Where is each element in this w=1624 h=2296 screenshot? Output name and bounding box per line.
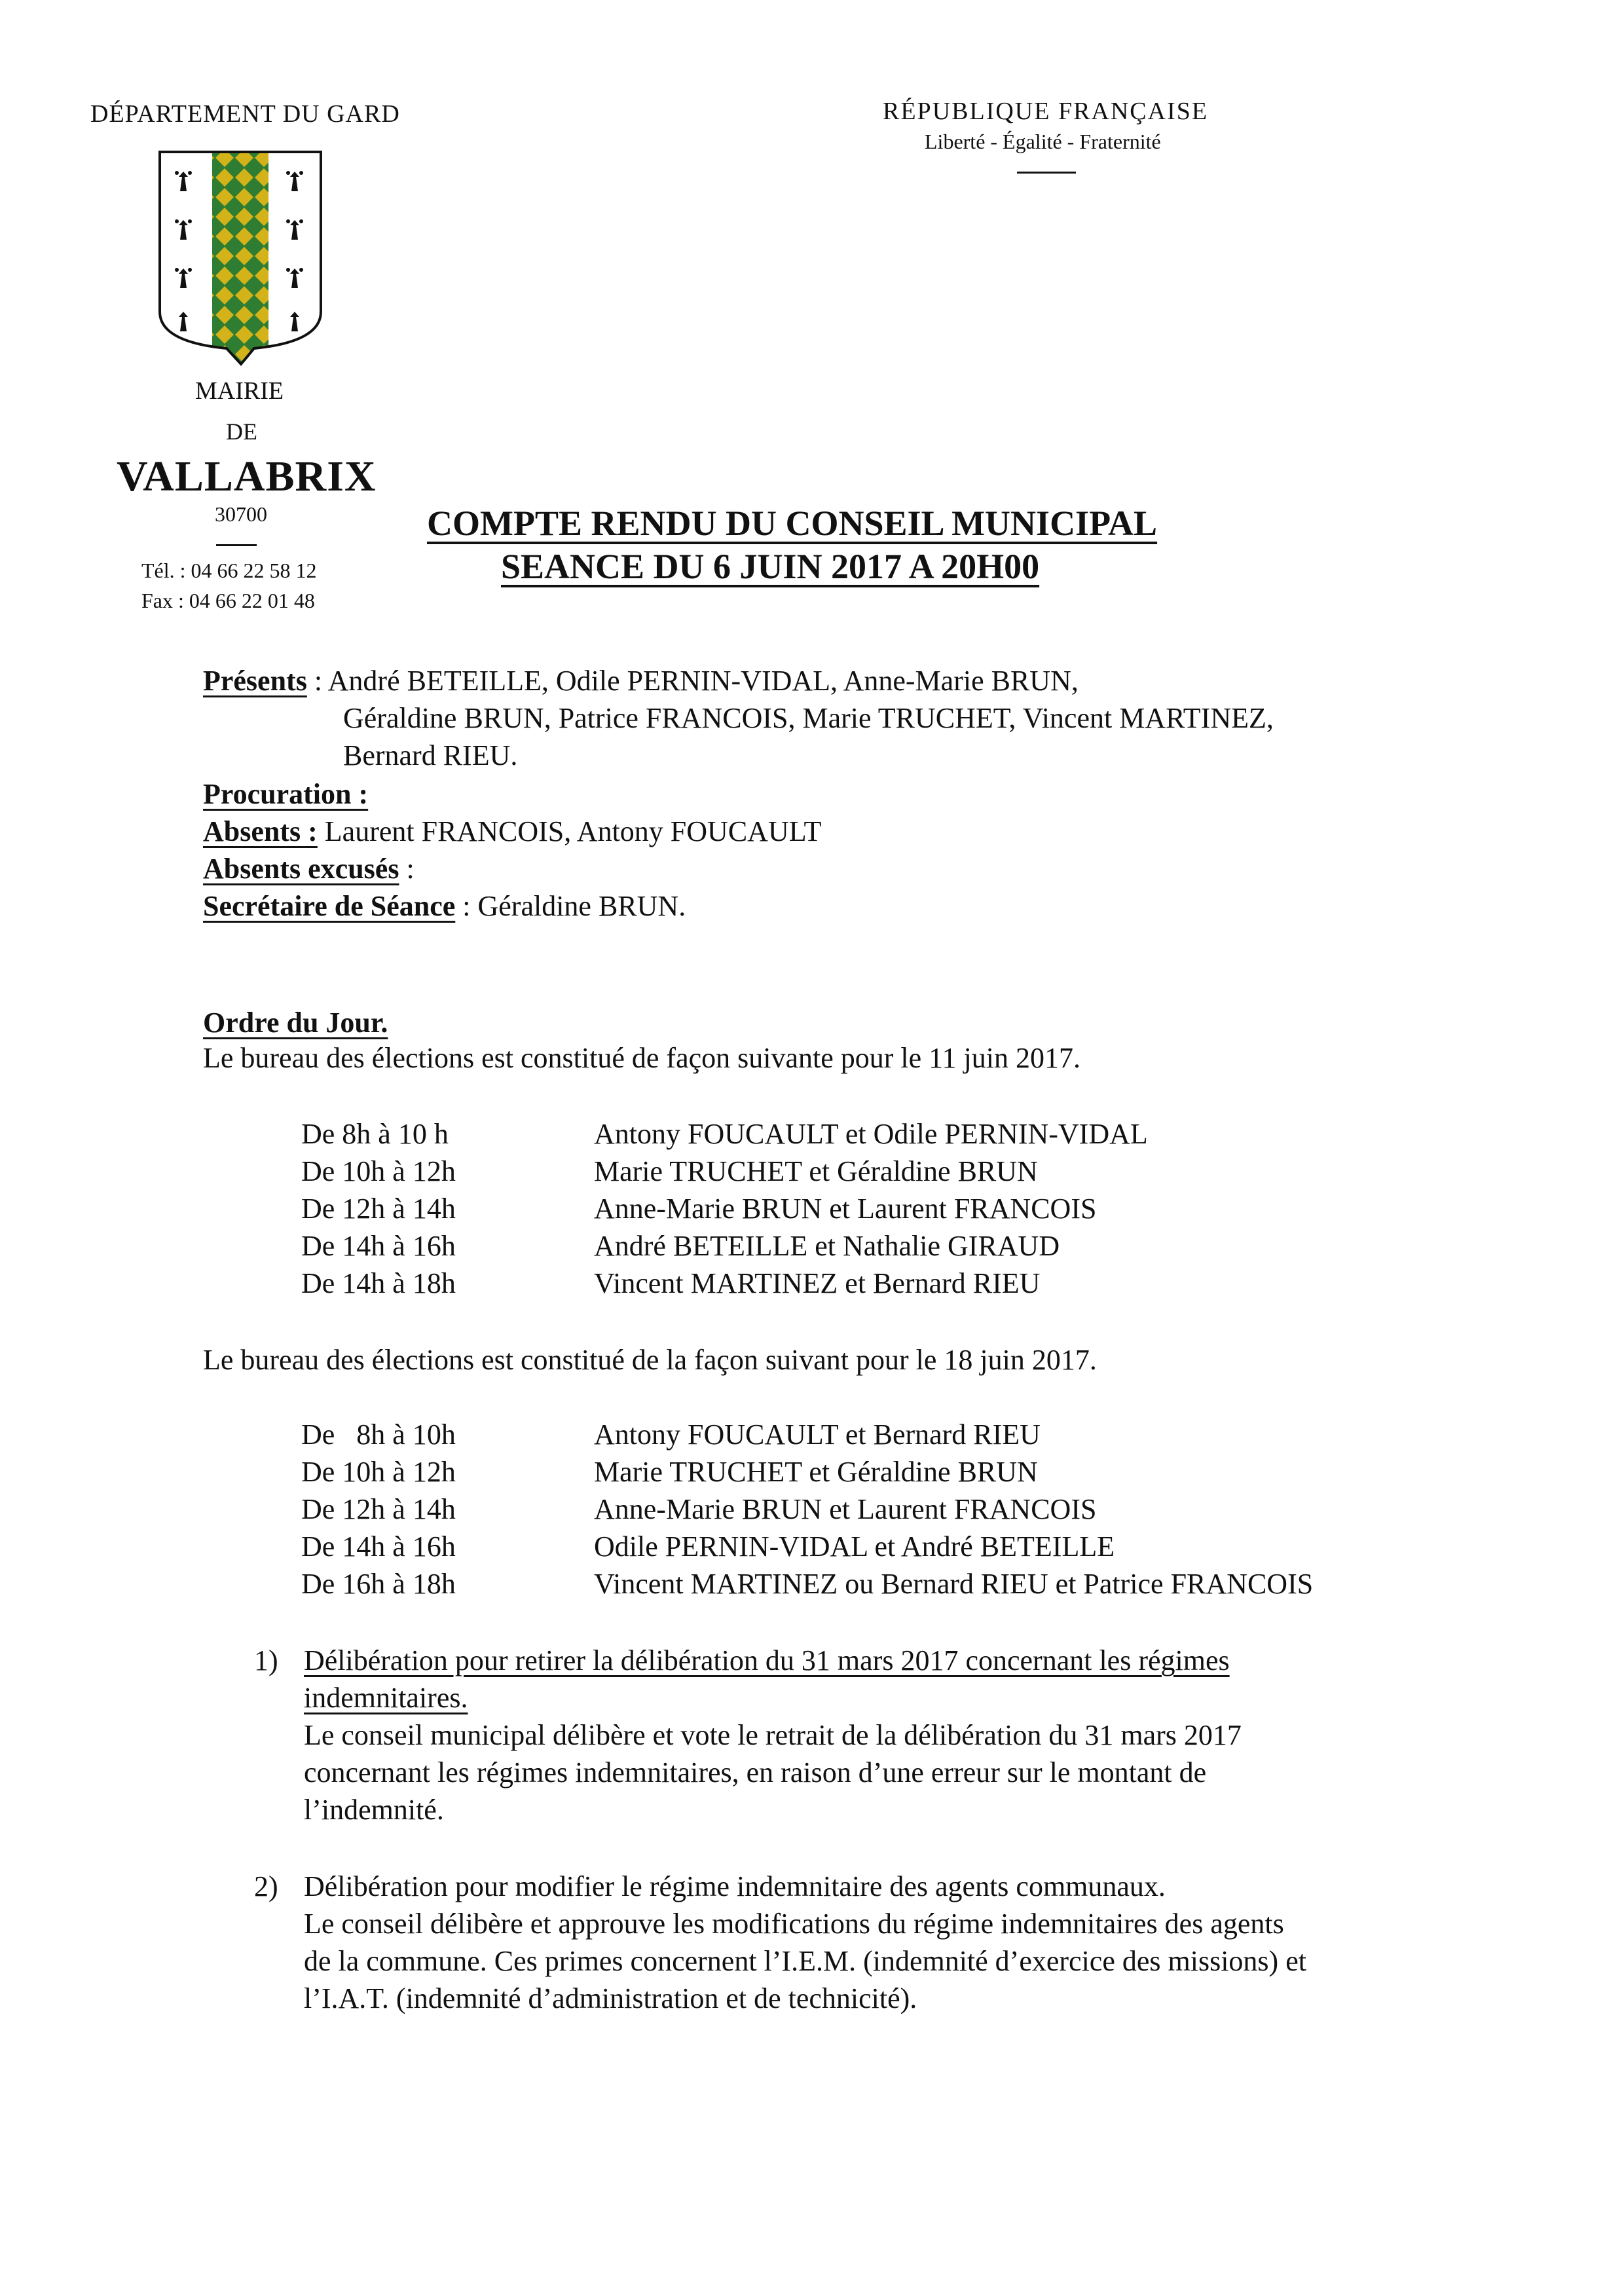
phone-number: Tél. : 04 66 22 58 12 [141, 559, 317, 582]
item-body: Le conseil municipal délibère et vote le retrait de la délibération du 31 mars 2017 [304, 1719, 1242, 1751]
item-body: de la commune. Ces primes concernent l’I.E.M. (indemnité d’exercice des missions) et [304, 1945, 1306, 1977]
absent-names: Laurent FRANCOIS, Antony FOUCAULT [317, 815, 822, 847]
excused-names: : [399, 853, 415, 885]
assignees: Odile PERNIN-VIDAL et André BETEILLE [594, 1530, 1115, 1563]
assignees: Marie TRUCHET et Géraldine BRUN [594, 1456, 1038, 1488]
de-label: DE [226, 418, 257, 445]
present-line [203, 664, 1079, 697]
item-body: l’indemnité. [304, 1794, 444, 1826]
republic-motto: Liberté - Égalité - Fraternité [925, 130, 1161, 153]
department-name: DÉPARTEMENT DU GARD [90, 100, 400, 128]
mairie-label: MAIRIE [195, 377, 284, 405]
town-name: VALLABRIX [117, 453, 377, 500]
item-title: Délibération pour modifier le régime indemnitaire des agents communaux. [304, 1870, 1166, 1902]
present-label: Présents [203, 665, 307, 697]
present-names-cont: Bernard RIEU. [343, 739, 518, 771]
present-names: : André BETEILLE, Odile PERNIN-VIDAL, Anne-Marie BRUN, [306, 665, 1079, 697]
secretary-line [203, 889, 686, 923]
divider [1017, 172, 1076, 174]
item-title: Délibération pour retirer la délibération du 31 mars 2017 concernant les régimes [304, 1644, 1230, 1676]
divider [216, 544, 257, 546]
assignees: Vincent MARTINEZ ou Bernard RIEU et Patrice FRANCOIS [594, 1568, 1314, 1600]
present-names-cont: Géraldine BRUN, Patrice FRANCOIS, Marie TRUCHET, Vincent MARTINEZ, [343, 702, 1274, 734]
assignees: Anne-Marie BRUN et Laurent FRANCOIS [594, 1193, 1097, 1225]
session-date: SEANCE DU 6 JUIN 2017 A 20H00 [501, 547, 1040, 586]
agenda-heading: Ordre du Jour. [203, 1007, 388, 1039]
absent-label: Absents : [203, 815, 318, 847]
time-slot: De 10h à 12h [301, 1155, 456, 1187]
item-body: concernant les régimes indemnitaires, en raison d’une erreur sur le montant de [304, 1756, 1207, 1788]
coat-of-arms-icon [156, 148, 325, 368]
republic-label: RÉPUBLIQUE FRANÇAISE [883, 98, 1209, 125]
time-slot: De 16h à 18h [301, 1568, 456, 1600]
time-slot: De 10h à 12h [301, 1456, 456, 1488]
secretary-label: Secrétaire de Séance [203, 890, 456, 922]
document-title: COMPTE RENDU DU CONSEIL MUNICIPAL [427, 504, 1158, 543]
excused-label: Absents excusés [203, 853, 399, 885]
absent-line [203, 815, 821, 848]
fax-number: Fax : 04 66 22 01 48 [141, 589, 315, 612]
time-slot: De 8h à 10 h [301, 1118, 449, 1150]
procuration-line [203, 777, 368, 811]
agenda-intro: Le bureau des élections est constitué de façon suivante pour le 11 juin 2017. [203, 1042, 1080, 1074]
time-slot: De 12h à 14h [301, 1493, 456, 1525]
assignees: Vincent MARTINEZ et Bernard RIEU [594, 1267, 1041, 1299]
assignees: Anne-Marie BRUN et Laurent FRANCOIS [594, 1493, 1097, 1525]
time-slot: De 14h à 16h [301, 1530, 456, 1563]
excused-line [203, 852, 415, 885]
item-number: 1) [254, 1644, 278, 1676]
assignees: Marie TRUCHET et Géraldine BRUN [594, 1155, 1038, 1187]
secretary-name: : Géraldine BRUN. [455, 890, 686, 922]
time-slot: De 14h à 18h [301, 1267, 456, 1299]
assignees: André BETEILLE et Nathalie GIRAUD [594, 1230, 1060, 1262]
postal-code: 30700 [215, 502, 267, 526]
agenda-intro: Le bureau des élections est constitué de la façon suivant pour le 18 juin 2017. [203, 1344, 1097, 1376]
item-body: Le conseil délibère et approuve les modifications du régime indemnitaires des agents [304, 1908, 1284, 1940]
item-number: 2) [254, 1870, 278, 1902]
item-title: indemnitaires. [304, 1682, 468, 1714]
assignees: Antony FOUCAULT et Bernard RIEU [594, 1418, 1041, 1451]
time-slot: De 14h à 16h [301, 1230, 456, 1262]
assignees: Antony FOUCAULT et Odile PERNIN-VIDAL [594, 1118, 1148, 1150]
procuration-label: Procuration : [203, 778, 369, 810]
time-slot: De 12h à 14h [301, 1193, 456, 1225]
time-slot: De 8h à 10h [301, 1418, 456, 1451]
item-body: l’I.A.T. (indemnité d’administration et de technicité). [304, 1982, 917, 2014]
